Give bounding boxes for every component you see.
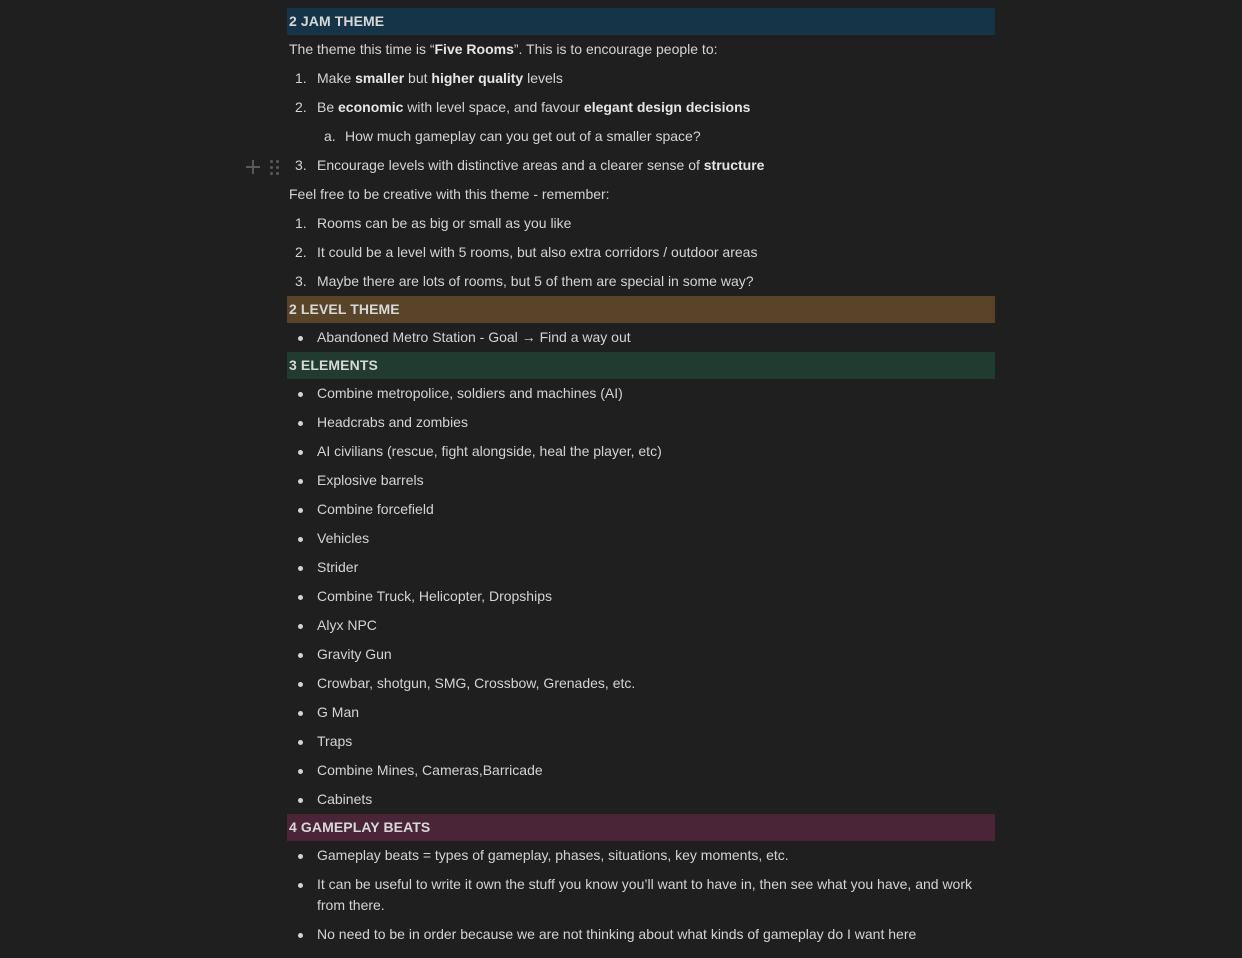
- bullet-item[interactable]: Headcrabs and zombies: [287, 408, 995, 437]
- numbered-item[interactable]: 1. Make smaller but higher quality levels: [295, 70, 563, 86]
- bullet-icon: [298, 740, 303, 745]
- bullet-icon: [298, 595, 303, 600]
- bullet-item[interactable]: Combine forcefield: [287, 495, 995, 524]
- bullet-icon: [298, 933, 303, 938]
- bullet-item[interactable]: Alyx NPC: [287, 611, 995, 640]
- bullet-item[interactable]: Explosive barrels: [287, 466, 995, 495]
- jam-theme-intro[interactable]: The theme this time is “Five Rooms”. This is to encourage people to:: [289, 41, 718, 57]
- bullet-item[interactable]: AI civilians (rescue, fight alongside, heal the player, etc): [287, 437, 995, 466]
- gameplay-beats-list: [287, 841, 995, 949]
- bullet-icon: [298, 566, 303, 571]
- bullet-icon: [298, 336, 303, 341]
- bullet-item[interactable]: Vehicles: [287, 524, 995, 553]
- plus-icon[interactable]: [246, 160, 260, 174]
- document: [287, 8, 995, 949]
- bullet-item[interactable]: Combine Truck, Helicopter, Dropships: [287, 582, 995, 611]
- bullet-item[interactable]: Strider: [287, 553, 995, 582]
- numbered-item[interactable]: 2. It could be a level with 5 rooms, but also extra corridors / outdoor areas: [295, 244, 758, 260]
- bullet-icon: [298, 508, 303, 513]
- bullet-item[interactable]: Combine Mines, Cameras,Barricade: [287, 756, 995, 785]
- bullet-item[interactable]: Abandoned Metro Station - Goal → Find a way out: [287, 323, 995, 352]
- numbered-item[interactable]: 2. Be economic with level space, and favour elegant design decisions: [295, 99, 751, 115]
- bullet-item[interactable]: Gravity Gun: [287, 640, 995, 669]
- bullet-item[interactable]: Traps: [287, 727, 995, 756]
- bullet-item[interactable]: Cabinets: [287, 785, 995, 814]
- heading-gameplay-beats[interactable]: 4 GAMEPLAY BEATS: [287, 814, 995, 841]
- bullet-icon: [298, 421, 303, 426]
- bullet-item[interactable]: Gameplay beats = types of gameplay, phases, situations, key moments, etc.: [287, 841, 995, 870]
- heading-jam-theme[interactable]: 2 JAM THEME: [287, 8, 995, 35]
- bullet-item[interactable]: No need to be in order because we are not thinking about what kinds of gameplay do I want here: [287, 920, 995, 949]
- heading-level-theme[interactable]: 2 LEVEL THEME: [287, 296, 995, 323]
- numbered-item[interactable]: 3. Encourage levels with distinctive areas and a clearer sense of structure: [295, 157, 765, 173]
- bullet-icon: [298, 769, 303, 774]
- creative-intro[interactable]: Feel free to be creative with this theme - remember:: [289, 186, 610, 202]
- bullet-icon: [298, 537, 303, 542]
- bullet-icon: [298, 450, 303, 455]
- bullet-item[interactable]: It can be useful to write it own the stuff you know you’ll want to have in, then see what you have, and work from there.: [287, 870, 995, 920]
- block-handle[interactable]: [246, 158, 286, 178]
- bullet-icon: [298, 711, 303, 716]
- bullet-icon: [298, 854, 303, 859]
- bullet-item[interactable]: Combine metropolice, soldiers and machines (AI): [287, 379, 995, 408]
- bullet-item[interactable]: Crowbar, shotgun, SMG, Crossbow, Grenades, etc.: [287, 669, 995, 698]
- numbered-item[interactable]: 1. Rooms can be as big or small as you like: [295, 215, 572, 231]
- heading-elements[interactable]: 3 ELEMENTS: [287, 352, 995, 379]
- bullet-item[interactable]: G Man: [287, 698, 995, 727]
- bullet-icon: [298, 798, 303, 803]
- numbered-subitem[interactable]: a. How much gameplay can you get out of a smaller space?: [324, 128, 701, 144]
- bullet-icon: [298, 682, 303, 687]
- bullet-icon: [298, 883, 303, 888]
- drag-handle-icon[interactable]: [270, 160, 280, 176]
- elements-list: [287, 379, 995, 814]
- bullet-icon: [298, 653, 303, 658]
- bullet-icon: [298, 479, 303, 484]
- bullet-icon: [298, 392, 303, 397]
- bullet-icon: [298, 624, 303, 629]
- numbered-item[interactable]: 3. Maybe there are lots of rooms, but 5 of them are special in some way?: [295, 273, 754, 289]
